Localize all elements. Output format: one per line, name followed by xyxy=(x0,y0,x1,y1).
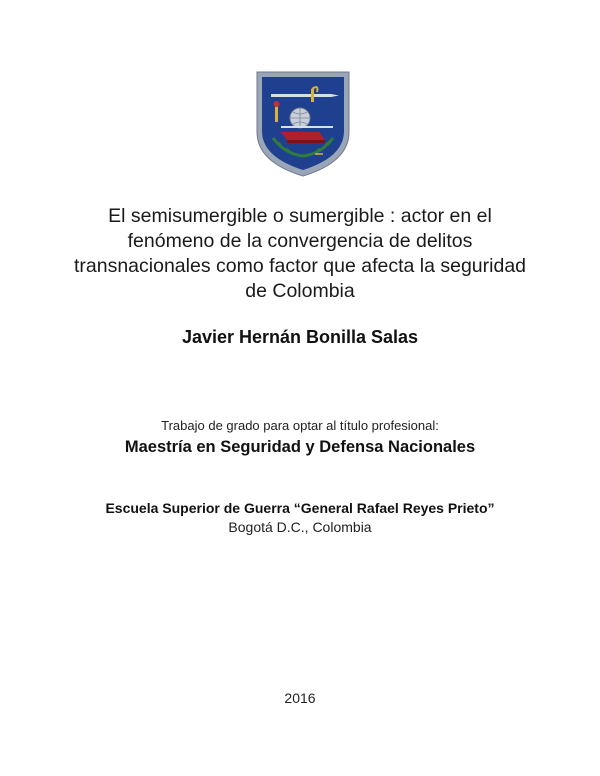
institution-city: Bogotá D.C., Colombia xyxy=(228,519,372,535)
thesis-title-line: de Colombia xyxy=(245,280,355,302)
degree-name: Maestría en Seguridad y Defensa Nacionales xyxy=(124,438,476,456)
thesis-title-line: fenómeno de la convergencia de delitos xyxy=(127,230,473,252)
thesis-title-line: transnacionales como factor que afecta la seguridad xyxy=(73,255,527,277)
thesis-title xyxy=(60,204,540,304)
military-school-shield-icon xyxy=(255,70,351,178)
institution-name: Escuela Superior de Guerra “General Rafael Reyes Prieto” xyxy=(105,500,495,516)
thesis-title-line: El semisumergible o sumergible : actor en el xyxy=(108,205,492,227)
author-name: Javier Hernán Bonilla Salas xyxy=(181,327,419,347)
publication-year: 2016 xyxy=(284,690,316,706)
degree-intro: Trabajo de grado para optar al título profesional: xyxy=(161,418,439,433)
